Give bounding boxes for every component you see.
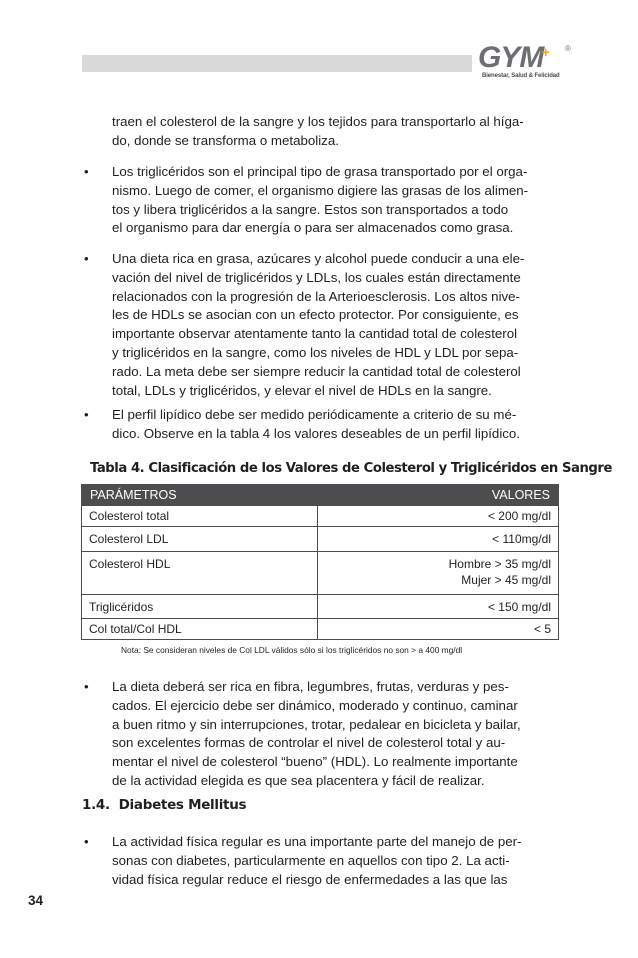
bullet-marker: • — [84, 164, 89, 179]
table-cell-param: Colesterol LDL — [82, 527, 318, 552]
section-heading — [82, 797, 246, 813]
table-cell-value: < 200 mg/dl — [318, 506, 559, 527]
bullet-marker: • — [84, 407, 89, 422]
section-number: 1.4. — [82, 797, 110, 813]
bullet-paragraph-dieta: Una dieta rica en grasa, azúcares y alcohol puede conducir a una ele- vación del nivel de triglicéridos y LDLs, los cuales están directamente relacionados con la progresión de la Arterioesclerosis. Los altos nive- les de HDLs se asocian con un efecto protector. Por consiguiente, es importante observar atentamente tanto la cantidad total de colesterol y triglicéridos en la sangre, como los niveles de HDL y LDL por sepa- rado. La meta debe ser siempre reducir la cantidad total de colesterol total, LDLs y triglicéridos, y elevar el nivel de HDLs en la sangre. — [112, 251, 525, 398]
page-number: 34 — [28, 893, 44, 908]
table-cell-param: Triglicéridos — [82, 595, 318, 619]
column-header-valores: VALORES — [318, 485, 559, 506]
values-table — [81, 484, 559, 640]
bullet-marker: • — [84, 679, 89, 694]
table-header-row — [82, 485, 559, 506]
hdl-value-hombre: Hombre > 35 mg/dl — [448, 557, 551, 571]
table-row — [82, 619, 559, 640]
table-title: Tabla 4. Clasificación de los Valores de Colesterol y Triglicéridos en Sangre — [90, 461, 612, 476]
hdl-value-mujer: Mujer > 45 mg/dl — [461, 573, 551, 587]
column-header-parametros: PARÁMETROS — [82, 485, 318, 506]
bullet-paragraph-perfil: El perfil lipídico debe ser medido periódicamente a criterio de su mé- dico. Observe en la tabla 4 los valores deseables de un perfil lipídico. — [112, 407, 521, 441]
table-cell-value: < 5 — [318, 619, 559, 640]
table-cell-param: Col total/Col HDL — [82, 619, 318, 640]
bullet-paragraph-actividad: La actividad física regular es una importante parte del manejo de per- sonas con diabetes, particularmente en aquellos con tipo 2. La acti- vidad física regular reduce el riesgo de enfermedades a las que las — [112, 834, 522, 887]
registered-mark: ® — [565, 44, 571, 53]
table-cell-value: < 110mg/dl — [318, 527, 559, 552]
table-row — [82, 506, 559, 527]
section-title: Diabetes Mellitus — [118, 797, 247, 813]
table-row — [82, 527, 559, 552]
table-cell-param: Colesterol HDL — [82, 552, 318, 595]
continuation-paragraph: traen el colesterol de la sangre y los tejidos para transportarlo al híga- do, donde se transforma o metaboliza. — [112, 114, 524, 148]
bullet-paragraph-trigliceridos: Los triglicéridos son el principal tipo de grasa transportado por el orga- nismo. Luego de comer, el organismo digiere las grasas de los alimen- tos y libera triglicéridos a la sangre. Estos son transportados a todo el organismo para dar energía o para ser almacenados como grasa. — [112, 164, 529, 236]
bullet-marker: • — [84, 251, 89, 266]
logo-wordmark: GYM+ — [478, 41, 549, 74]
table-cell-param: Colesterol total — [82, 506, 318, 527]
bullet-marker: • — [84, 834, 89, 849]
bullet-paragraph-ejercicio: La dieta deberá ser rica en fibra, legumbres, frutas, verduras y pes- cados. El ejercicio debe ser dinámico, moderado y continuo, caminar a buen ritmo y sin interrupciones, trotar, pedalear en bicicleta y bailar, son excelentes formas de controlar el nivel de colesterol total y au- mentar el nivel de colesterol “bueno” (HDL). Lo realmente importante de la actividad elegida es que sea placentera y fácil de realizar. — [112, 679, 521, 788]
logo-tagline: Bienestar, Salud & Felicidad — [482, 73, 560, 79]
table-row — [82, 552, 559, 595]
table-cell-value: < 150 mg/dl — [318, 595, 559, 619]
gym-logo — [478, 42, 574, 86]
table-cell-value — [318, 552, 559, 595]
header-bar — [82, 55, 472, 72]
table-note: Nota: Se consideran niveles de Col LDL válidos sólo si los triglicéridos no son > a 400 mg/dl — [121, 645, 463, 655]
table-row — [82, 595, 559, 619]
